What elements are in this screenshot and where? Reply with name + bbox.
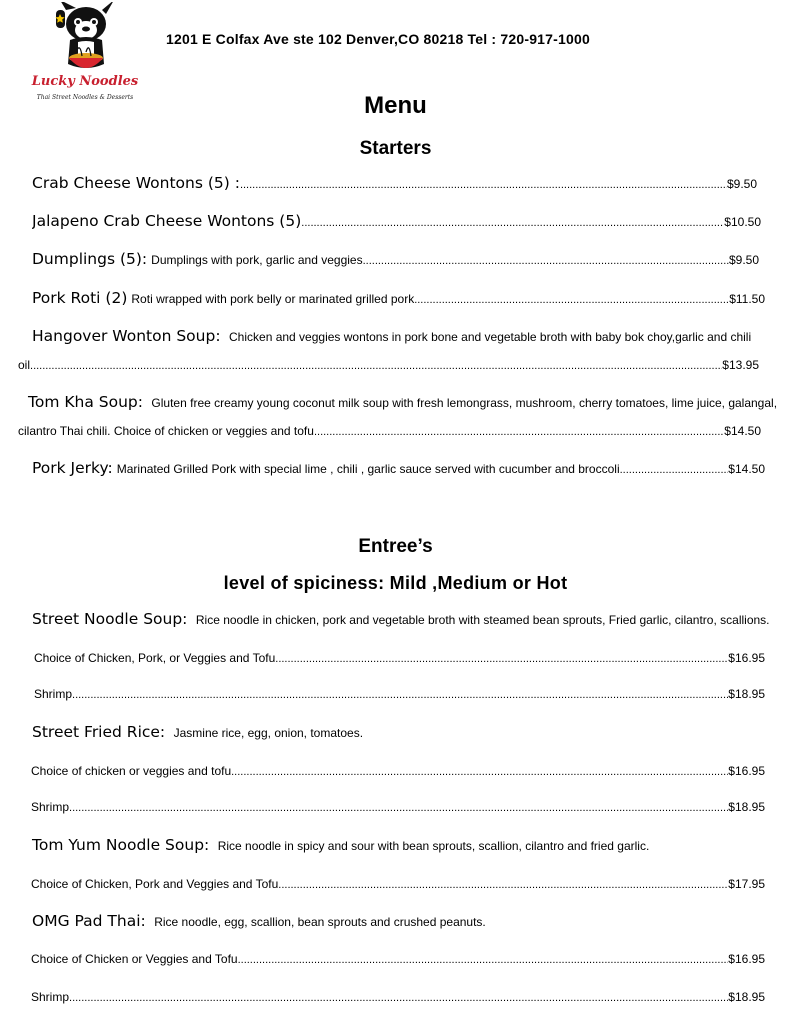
- option-label: Choice of Chicken or Veggies and Tofu: [31, 952, 238, 966]
- option-price: $16.95: [728, 764, 765, 778]
- menu-option: [34, 687, 765, 701]
- item-description: Rice noodle, egg, scallion, bean sprouts and crushed peanuts.: [154, 915, 486, 929]
- dot-leader: [231, 766, 728, 778]
- menu-item: [32, 723, 363, 742]
- menu-item: [32, 250, 759, 268]
- item-price: $9.50: [726, 177, 757, 191]
- option-price: $17.95: [728, 877, 765, 891]
- item-name: Dumplings (5):: [32, 250, 148, 268]
- menu-item-continued: [18, 358, 759, 372]
- menu-item: [32, 610, 770, 629]
- option-label: Choice of chicken or veggies and tofu: [31, 764, 232, 778]
- option-price: $16.95: [728, 952, 765, 966]
- option-price: $18.95: [728, 800, 765, 814]
- menu-item: [32, 289, 765, 307]
- item-description: Gluten free creamy young coconut milk soup with fresh lemongrass, mushroom, cherry tomatoes, lime juice, galangal,: [151, 396, 778, 410]
- item-price: $11.50: [729, 292, 765, 306]
- menu-item: [32, 212, 761, 230]
- menu-item-continued: [18, 424, 761, 438]
- dot-leader: [240, 179, 727, 191]
- dot-leader: [620, 464, 729, 476]
- dot-leader: [363, 255, 729, 267]
- dot-leader: [69, 992, 728, 1004]
- dot-leader: [278, 879, 728, 891]
- option-label: Shrimp: [34, 687, 73, 701]
- item-description: Roti wrapped with pork belly or marinated grilled pork: [131, 292, 415, 306]
- item-name: Pork Jerky:: [32, 459, 113, 477]
- menu-option: [31, 877, 765, 891]
- item-description: Dumplings with pork, garlic and veggies: [151, 253, 363, 267]
- brand-tagline: Thai Street Noodles & Desserts: [36, 94, 134, 101]
- item-name: Jalapeno Crab Cheese Wontons (5): [32, 212, 302, 230]
- menu-item: [32, 327, 751, 346]
- menu-option: [31, 952, 765, 966]
- item-description: Marinated Grilled Pork with special lime , chili , garlic sauce served with cucumber and broccoli: [116, 462, 620, 476]
- dot-leader: [414, 294, 729, 306]
- menu-option: [31, 800, 765, 814]
- lucky-cat-dog-logo-icon: [36, 2, 136, 106]
- dot-leader: [301, 217, 724, 229]
- item-description-continued: oil: [18, 358, 31, 372]
- item-name: Tom Kha Soup:: [28, 393, 143, 411]
- menu-title: Menu: [364, 92, 427, 119]
- menu-item: [32, 459, 765, 477]
- spice-level-note: level of spiciness: Mild ,Medium or Hot: [223, 573, 568, 593]
- dot-leader: [275, 653, 728, 665]
- item-description: Rice noodle in spicy and sour with bean sprouts, scallion, cilantro and fried garlic.: [217, 839, 650, 853]
- item-description: Rice noodle in chicken, pork and vegetable broth with steamed bean sprouts, Fried garlic, cilantro, scallions.: [195, 613, 770, 627]
- item-name: Crab Cheese Wontons (5) :: [32, 174, 240, 192]
- item-description: Chicken and veggies wontons in pork bone and vegetable broth with baby bok choy,garlic and chili: [229, 330, 752, 344]
- option-label: Choice of Chicken, Pork, or Veggies and Tofu: [34, 651, 276, 665]
- item-name: Street Fried Rice:: [32, 723, 166, 741]
- option-price: $16.95: [728, 651, 765, 665]
- item-price: $13.95: [722, 358, 759, 372]
- section-title-starters: Starters: [359, 138, 432, 159]
- menu-option: [34, 651, 765, 665]
- item-price: $10.50: [724, 215, 761, 229]
- item-price: $9.50: [728, 253, 759, 267]
- menu-option: [31, 764, 765, 778]
- menu-item: [32, 836, 649, 855]
- brand-name: Lucky Noodles: [31, 74, 139, 89]
- item-name: Street Noodle Soup:: [32, 610, 188, 628]
- item-description-continued: cilantro Thai chili. Choice of chicken or veggies and tofu: [18, 424, 314, 438]
- section-title-entrees: Entree’s: [358, 536, 433, 557]
- menu-item: [32, 912, 486, 931]
- item-name: Hangover Wonton Soup:: [32, 327, 221, 345]
- item-price: $14.50: [728, 462, 765, 476]
- option-label: Choice of Chicken, Pork and Veggies and Tofu: [31, 877, 279, 891]
- menu-item: [32, 174, 757, 192]
- address-phone: 1201 E Colfax Ave ste 102 Denver,CO 80218 Tel : 720-917-1000: [166, 31, 590, 47]
- item-name: Pork Roti (2): [32, 289, 128, 307]
- item-description: Jasmine rice, egg, onion, tomatoes.: [173, 726, 364, 740]
- menu-item: [28, 393, 777, 412]
- dot-leader: [30, 360, 722, 372]
- item-name: Tom Yum Noodle Soup:: [32, 836, 210, 854]
- option-label: Shrimp: [31, 800, 70, 814]
- dot-leader: [238, 954, 729, 966]
- item-name: OMG Pad Thai:: [32, 912, 146, 930]
- option-label: Shrimp: [31, 990, 70, 1004]
- item-price: $14.50: [724, 424, 761, 438]
- dot-leader: [314, 426, 724, 438]
- menu-option: [31, 990, 765, 1004]
- option-price: $18.95: [728, 990, 765, 1004]
- dot-leader: [69, 802, 728, 814]
- option-price: $18.95: [728, 687, 765, 701]
- dot-leader: [72, 689, 728, 701]
